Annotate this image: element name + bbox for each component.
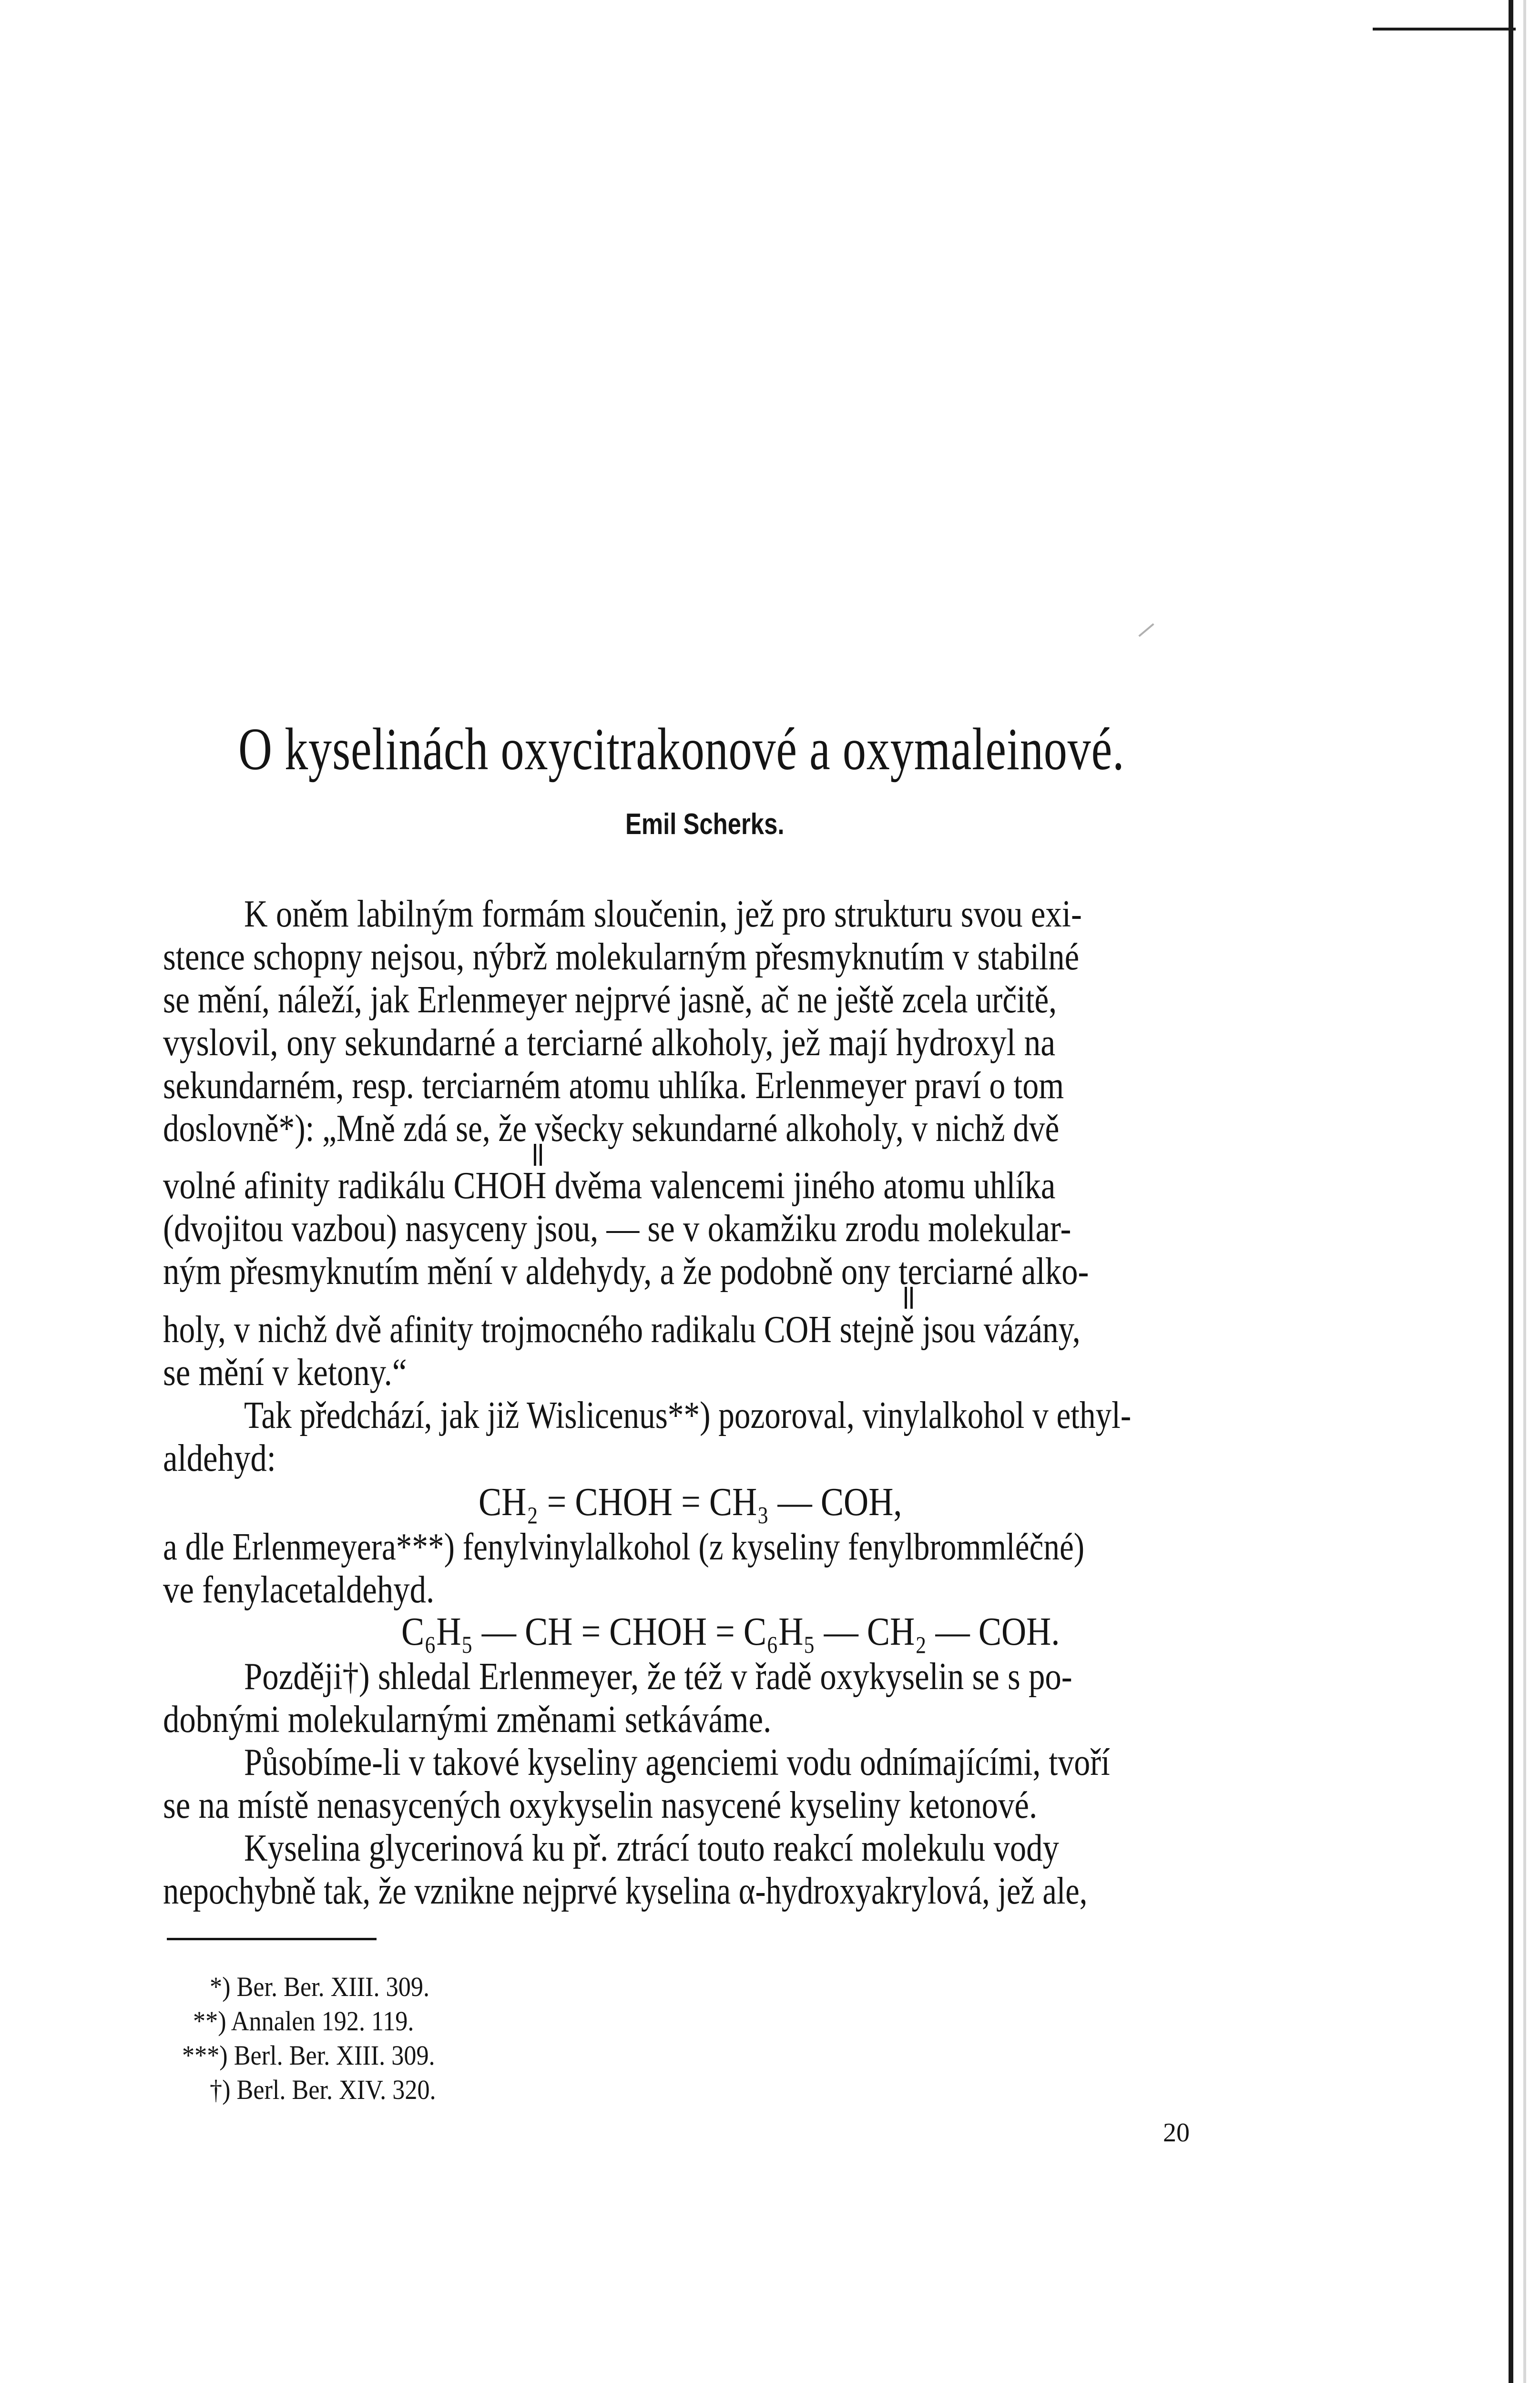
body-line: se mění, náleží, jak Erlenmeyer nejprvé jasně, ač ne ještě zcela určitě,: [163, 979, 1057, 1021]
footnote: *) Ber. Ber. XIII. 309.: [210, 1971, 430, 2002]
body-line: a dle Erlenmeyera***) fenylvinylalkohol (z kyseliny fenylbrommléčné): [163, 1526, 1085, 1568]
body-line: nepochybně tak, že vznikne nejprvé kyselina α-hydroxyakrylová, jež ale,: [163, 1870, 1088, 1912]
body-line: vyslovil, ony sekundarné a terciarné alkoholy, jež mají hydroxyl na: [163, 1022, 1056, 1064]
scan-edge-shadow: [1509, 0, 1513, 2383]
body-line: K oněm labilným formám sloučenin, jež pro strukturu svou exi-: [244, 893, 1082, 935]
body-line: holy, v nichž dvě afinity trojmocného radikalu COH stejně jsou vázány,: [163, 1309, 1081, 1351]
scan-edge-highlight: [1523, 0, 1526, 2383]
body-line: Působíme-li v takové kyseliny agenciemi vodu odnímajícími, tvoří: [244, 1741, 1110, 1783]
footnote-divider: [167, 1938, 377, 1940]
chemical-formula: C₆H₅ — CH = CHOH = C₆H₅ — CH₂ — COH.: [401, 1609, 1060, 1654]
body-line: dobnými molekularnými změnami setkáváme.: [163, 1699, 772, 1741]
body-line: sekundarném, resp. terciarném atomu uhlíka. Erlenmeyer praví o tom: [163, 1065, 1064, 1107]
body-line: stence schopny nejsou, nýbrž molekularným přesmyknutím v stabilné: [163, 936, 1080, 978]
body-line: aldehyd:: [163, 1437, 276, 1479]
body-line: doslovně*): „Mně zdá se, že všecky sekundarné alkoholy, v nichž dvě: [163, 1108, 1060, 1150]
body-line: ným přesmyknutím mění v aldehydy, a že podobně ony terciarné alko-: [163, 1251, 1089, 1293]
page-number: 20: [1163, 2118, 1190, 2148]
body-line: se na místě nenasycených oxykyselin nasycené kyseliny ketonové.: [163, 1784, 1038, 1826]
footnote: †) Berl. Ber. XIV. 320.: [210, 2074, 436, 2105]
body-line: ve fenylacetaldehyd.: [163, 1569, 435, 1611]
author-name: Emil Scherks.: [625, 808, 785, 841]
chemical-formula: CH₂ = CHOH = CH₃ — COH,: [479, 1480, 902, 1524]
body-line: (dvojitou vazbou) nasyceny jsou, — se v okamžiku zrodu molekular-: [163, 1208, 1071, 1250]
body-line: se mění v ketony.“: [163, 1352, 407, 1394]
footnote: ***) Berl. Ber. XIII. 309.: [182, 2040, 435, 2071]
body-line: Kyselina glycerinová ku př. ztrácí touto reakcí molekulu vody: [244, 1827, 1059, 1869]
page-title: O kyselinách oxycitrakonové a oxymaleinové.: [238, 716, 1125, 783]
body-line: Později†) shledal Erlenmeyer, že též v řadě oxykyselin se s po-: [244, 1656, 1072, 1698]
footnote: **) Annalen 192. 119.: [193, 2006, 414, 2037]
scan-stray-mark: [1138, 623, 1154, 637]
body-line: volné afinity radikálu CHOH dvěma valencemi jiného atomu uhlíka: [163, 1165, 1056, 1207]
scan-top-mark: [1373, 28, 1516, 31]
body-line: Tak předchází, jak již Wislicenus**) pozoroval, vinylalkohol v ethyl-: [244, 1395, 1132, 1436]
